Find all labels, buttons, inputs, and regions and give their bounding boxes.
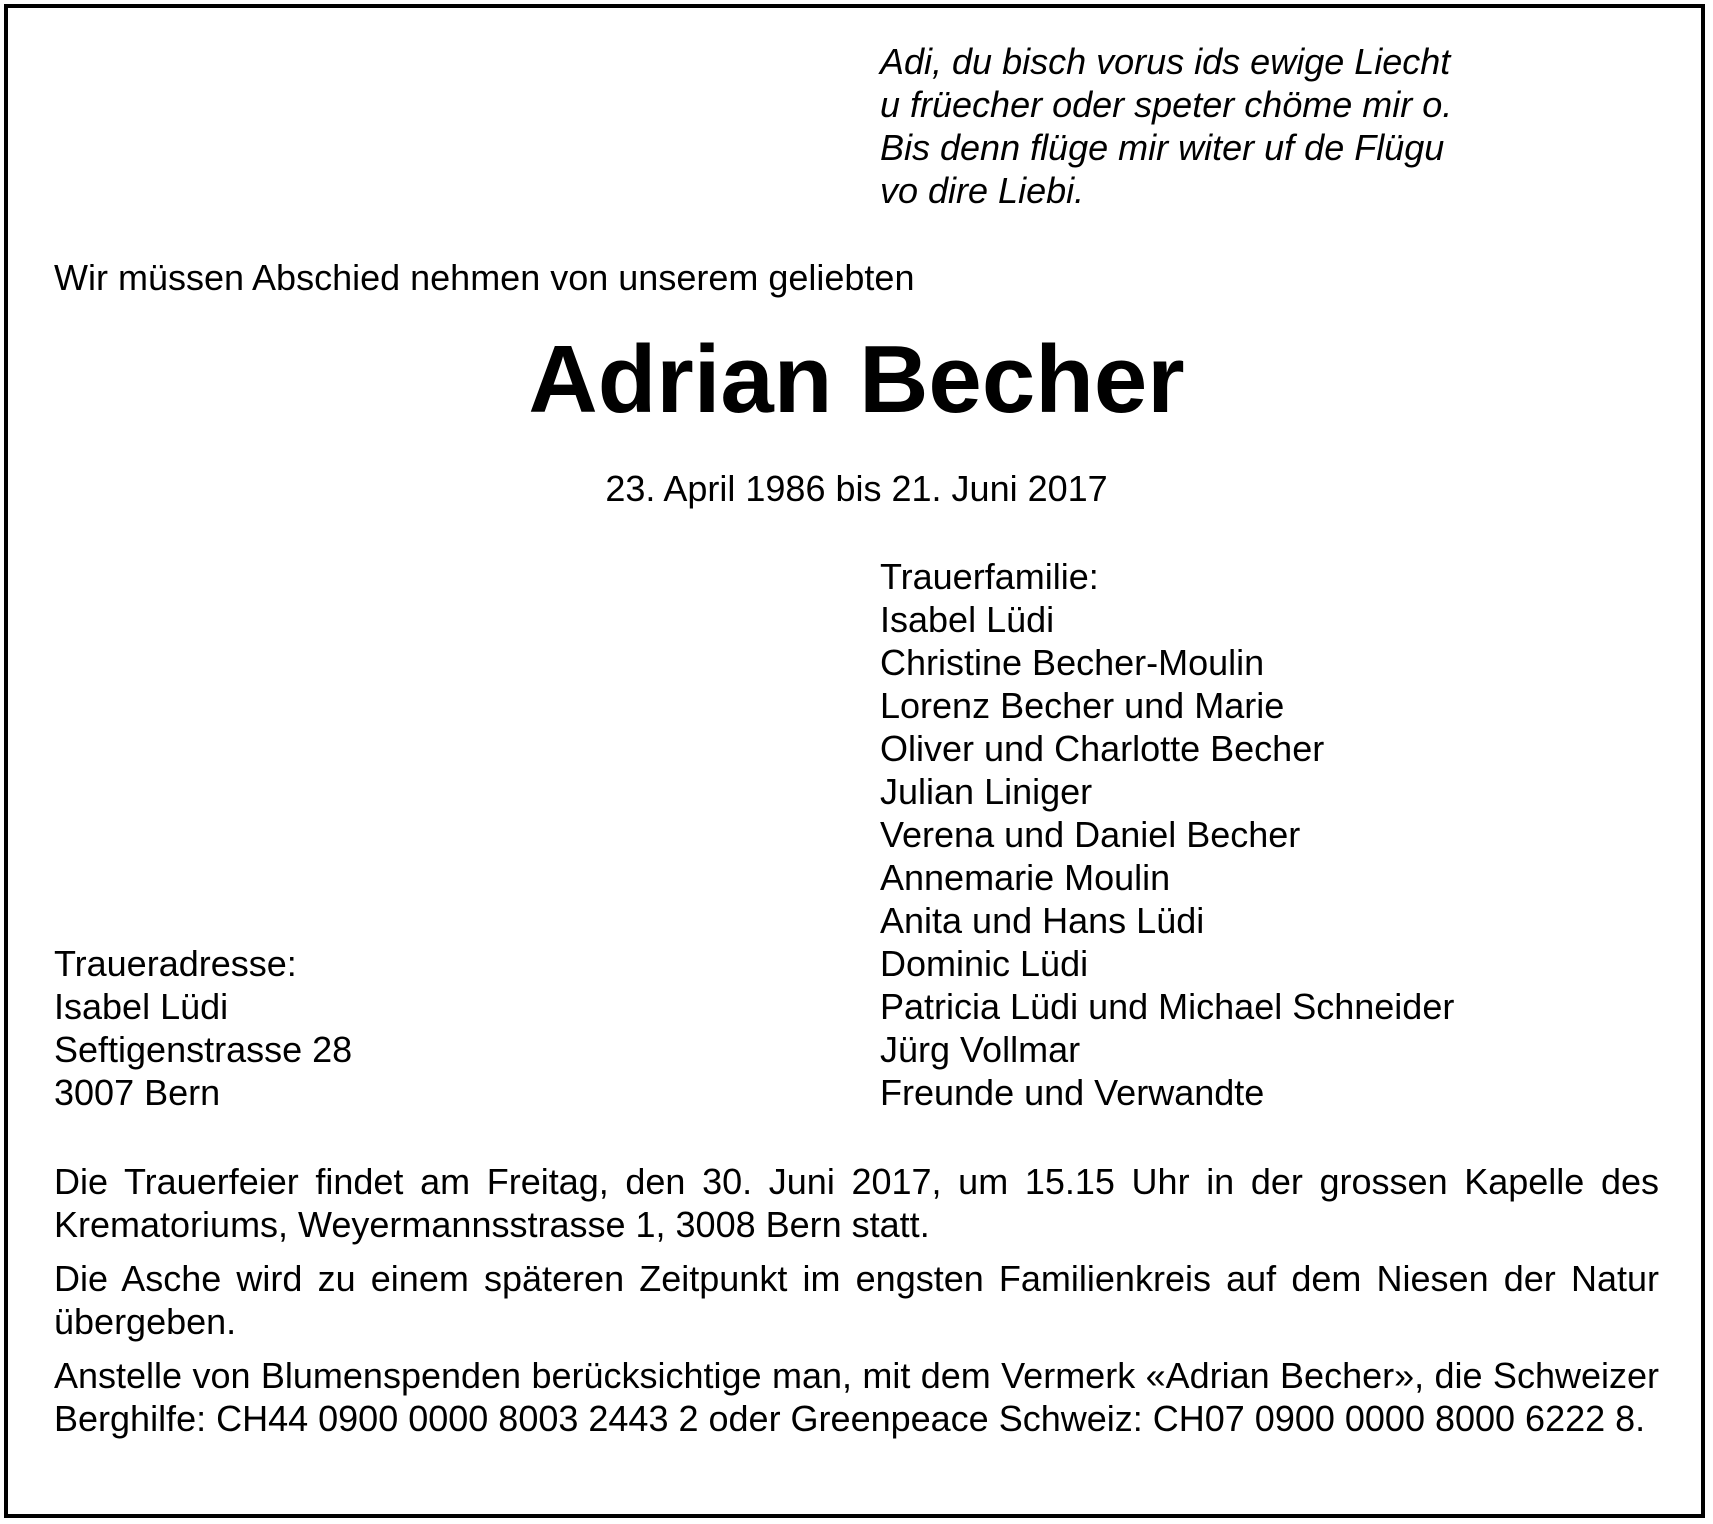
mourning-address xyxy=(54,942,352,1114)
family-member: Anita und Hans Lüdi xyxy=(880,900,1205,941)
deceased-name: Adrian Becher xyxy=(528,326,1185,433)
family-member: Dominic Lüdi xyxy=(880,943,1089,984)
poem xyxy=(880,40,1452,212)
intro-text: Wir müssen Abschied nehmen von unserem geliebten xyxy=(54,257,915,298)
family-member: Patricia Lüdi und Michael Schneider xyxy=(880,986,1455,1027)
family-member: Jürg Vollmar xyxy=(880,1029,1081,1070)
family-member: Christine Becher-Moulin xyxy=(880,642,1265,683)
address-line: Isabel Lüdi xyxy=(54,986,229,1027)
family-list xyxy=(880,555,1454,1114)
family-member: Annemarie Moulin xyxy=(880,857,1171,898)
poem-line: Adi, du bisch vorus ids ewige Liecht xyxy=(880,41,1451,82)
life-dates: 23. April 1986 bis 21. Juni 2017 xyxy=(605,468,1108,509)
poem-line: u früecher oder speter chöme mir o. xyxy=(880,84,1453,125)
donation-paragraph: Anstelle von Blumenspenden berücksichtige man, mit dem Vermerk «Adrian Becher», die Schweizer Berghilfe: CH44 0900 0000 8003 2443 2 oder Greenpeace Schweiz: CH07 0900 0000 8000 6222 8. xyxy=(54,1355,1659,1439)
poem-line: Bis denn flüge mir witer uf de Flügu xyxy=(880,127,1445,168)
ceremony-paragraph: Die Trauerfeier findet am Freitag, den 30. Juni 2017, um 15.15 Uhr in der grossen Kapelle des Krematoriums, Weyermannsstrasse 1, 3008 Bern statt. xyxy=(54,1161,1659,1245)
address-line: Seftigenstrasse 28 xyxy=(54,1029,353,1070)
family-member: Lorenz Becher und Marie xyxy=(880,685,1285,726)
family-member: Julian Liniger xyxy=(880,771,1093,812)
family-member: Verena und Daniel Becher xyxy=(880,814,1301,855)
family-heading: Trauerfamilie: xyxy=(880,556,1099,597)
details-section xyxy=(54,1160,1659,1451)
family-member: Oliver und Charlotte Becher xyxy=(880,728,1325,769)
address-line: 3007 Bern xyxy=(54,1072,221,1113)
address-heading: Traueradresse: xyxy=(54,943,297,984)
poem-line: vo dire Liebi. xyxy=(880,170,1085,211)
family-member: Isabel Lüdi xyxy=(880,599,1055,640)
ashes-paragraph: Die Asche wird zu einem späteren Zeitpunkt im engsten Familienkreis auf dem Niesen der Natur übergeben. xyxy=(54,1258,1659,1342)
family-member: Freunde und Verwandte xyxy=(880,1072,1265,1113)
